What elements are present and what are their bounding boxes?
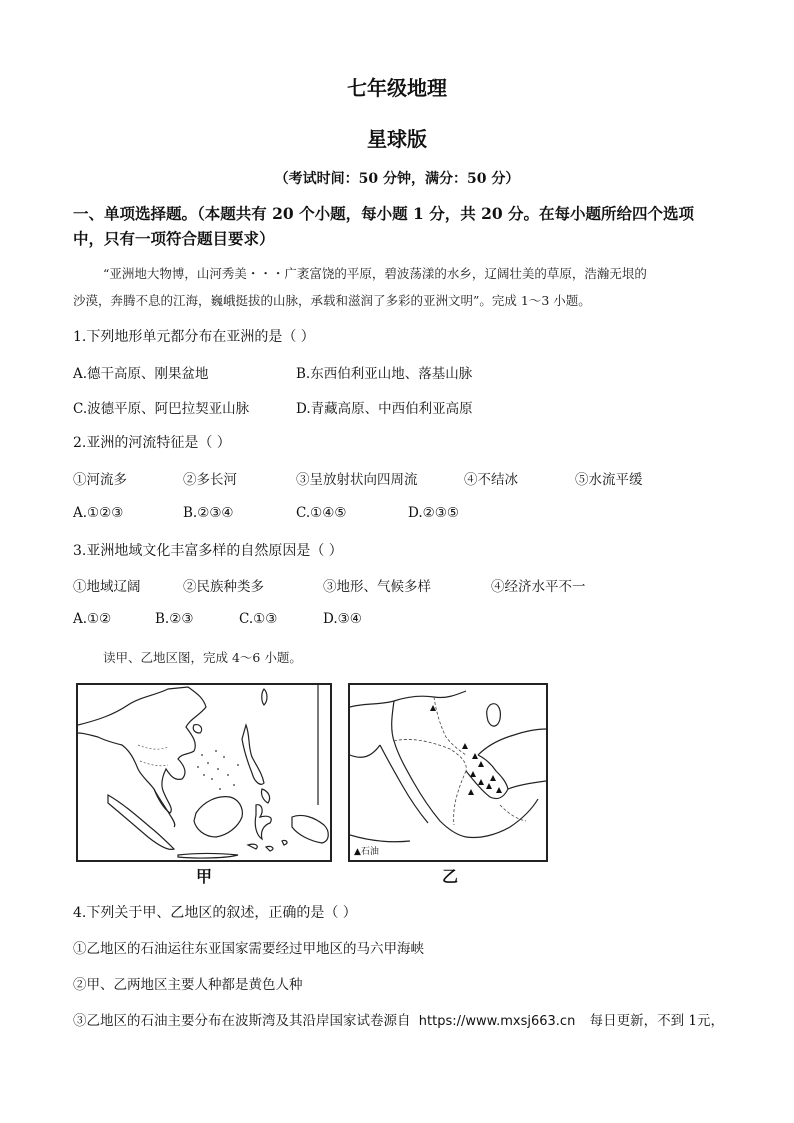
section-heading-line1: 一、单项选择题。（本题共有 20 个小题，每小题 1 分，共 20 分。在每小题所给四个选项 (73, 204, 695, 223)
q3-item-3: ③地形、气候多样 (323, 579, 431, 595)
oil-well-icon: ▲ (354, 847, 361, 857)
q3-option-d[interactable]: D.③④ (323, 611, 362, 627)
q4-statement-3 (73, 1009, 724, 1029)
q2-item-3: ③呈放射状向四周流 (296, 472, 418, 488)
passage-line1: “亚洲地大物博，山河秀美・・・广袤富饶的平原，碧波荡漾的水乡，辽阔壮美的草原，浩瀚无垠的 (103, 266, 647, 281)
q2-option-a[interactable]: A.①②③ (73, 505, 124, 521)
map-passage: 读甲、乙地区图，完成 4～6 小题。 (103, 650, 302, 665)
question-4-stem: 4.下列关于甲、乙地区的叙述，正确的是（ ） (73, 905, 357, 921)
question-3-stem: 3.亚洲地域文化丰富多样的自然原因是（ ） (73, 543, 343, 559)
oil-markers (430, 705, 502, 795)
q1-option-a[interactable]: A.德干高原、刚果盆地 (73, 366, 209, 382)
passage-line2: 沙漠，奔腾不息的江海，巍峨挺拔的山脉，承载和滋润了多彩的亚洲文明”。完成 1～3 小题。 (73, 293, 591, 308)
q3-item-4: ④经济水平不一 (491, 579, 586, 595)
page-title: 七年级地理 (347, 76, 447, 100)
question-2-stem: 2.亚洲的河流特征是（ ） (73, 435, 231, 451)
edition-subtitle: 星球版 (367, 127, 427, 151)
q4-statement-1: ①乙地区的石油运往东亚国家需要经过甲地区的马六甲海峡 (73, 941, 424, 957)
section-heading-line2: 中，只有一项符合题目要求） (73, 229, 275, 248)
q2-option-d[interactable]: D.②③⑤ (408, 505, 459, 521)
map-legend (354, 844, 379, 857)
q4-statement-3-tail: 每日更新，不到 1元， (589, 1013, 724, 1029)
q1-option-d[interactable]: D.青藏高原、中西伯利亚高原 (296, 401, 473, 417)
middle-east-map-drawing (350, 685, 546, 860)
q3-item-1: ①地域辽阔 (73, 579, 141, 595)
middle-east-map (348, 683, 548, 862)
q4-statement-2: ②甲、乙两地区主要人种都是黄色人种 (73, 977, 303, 993)
exam-info: （考试时间：50 分钟，满分：50 分） (274, 171, 520, 187)
q3-option-a[interactable]: A.①② (73, 611, 112, 627)
legend-label: 石油 (360, 847, 379, 857)
map-right-caption: 乙 (442, 867, 459, 886)
southeast-asia-map-drawing (78, 685, 330, 860)
q3-option-c[interactable]: C.①③ (239, 611, 278, 627)
map-left-caption: 甲 (196, 867, 213, 886)
q3-option-b[interactable]: B.②③ (155, 611, 194, 627)
q2-item-1: ①河流多 (73, 472, 127, 488)
q1-option-b[interactable]: B.东西伯利亚山地、落基山脉 (296, 366, 473, 382)
q2-item-2: ②多长河 (183, 472, 237, 488)
q2-option-b[interactable]: B.②③④ (183, 505, 234, 521)
q3-item-2: ②民族种类多 (183, 579, 264, 595)
question-1-stem: 1.下列地形单元都分布在亚洲的是（ ） (73, 329, 315, 345)
q4-statement-3-text: ③乙地区的石油主要分布在波斯湾及其沿岸国家试卷源自 (73, 1013, 411, 1029)
q1-option-c[interactable]: C.波德平原、阿巴拉契亚山脉 (73, 401, 250, 417)
source-link[interactable]: https://www.mxsj663.cn (418, 1014, 576, 1029)
southeast-asia-map (76, 683, 332, 862)
q2-item-4: ④不结冰 (464, 472, 518, 488)
q2-item-5: ⑤水流平缓 (575, 472, 643, 488)
q2-option-c[interactable]: C.①④⑤ (296, 505, 347, 521)
